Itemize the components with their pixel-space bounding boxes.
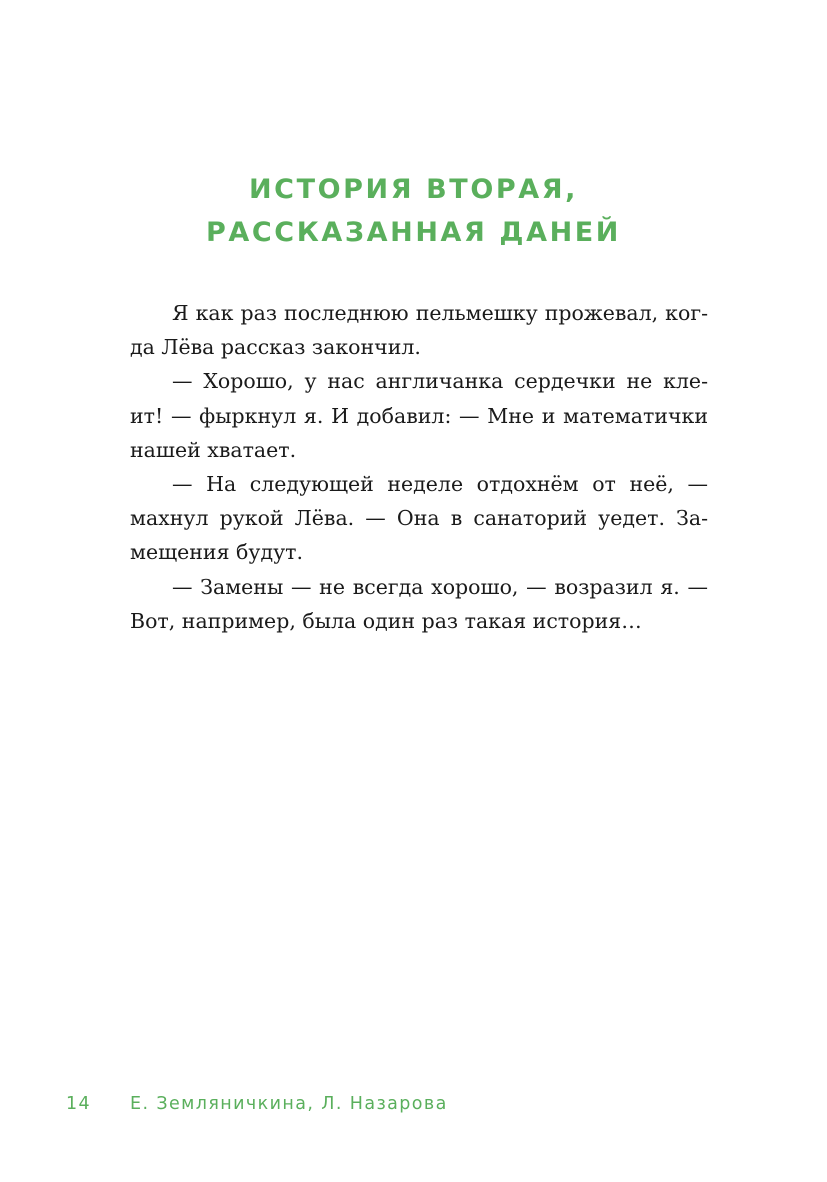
text-line: — На следующей неделе отдохнём от неё, — <box>172 472 708 497</box>
text-line: Вот, например, была один раз такая история… <box>130 608 642 633</box>
text-line: — Хорошо, у нас англичанка сердечки не кле- <box>172 369 708 394</box>
paragraph <box>130 467 708 570</box>
text-line: Я как раз последнюю пельмешку прожевал, ког- <box>172 301 708 325</box>
text-line: да Лёва рассказ закончил. <box>130 335 421 360</box>
page-footer <box>66 1094 448 1114</box>
paragraph <box>130 364 708 467</box>
paragraph <box>130 570 708 638</box>
text-line: ит! — фыркнул я. И добавил: — Мне и математички <box>130 403 708 428</box>
text-line: мещения будут. <box>130 540 303 565</box>
page-number: 14 <box>66 1094 92 1114</box>
chapter-title-line-1: ИСТОРИЯ ВТОРАЯ, <box>248 174 579 206</box>
paragraph <box>130 296 708 364</box>
chapter-title-line-2: РАССКАЗАННАЯ ДАНЕЙ <box>205 217 622 249</box>
running-authors: Е. Земляничкина, Л. Назарова <box>130 1094 448 1114</box>
text-line: нашей хватает. <box>130 437 297 462</box>
chapter-title <box>0 168 827 254</box>
chapter-body <box>130 296 708 638</box>
text-line: махнул рукой Лёва. — Она в санаторий уедет. За- <box>130 506 708 531</box>
text-line: — Замены — не всегда хорошо, — возразил я. — <box>172 574 708 599</box>
